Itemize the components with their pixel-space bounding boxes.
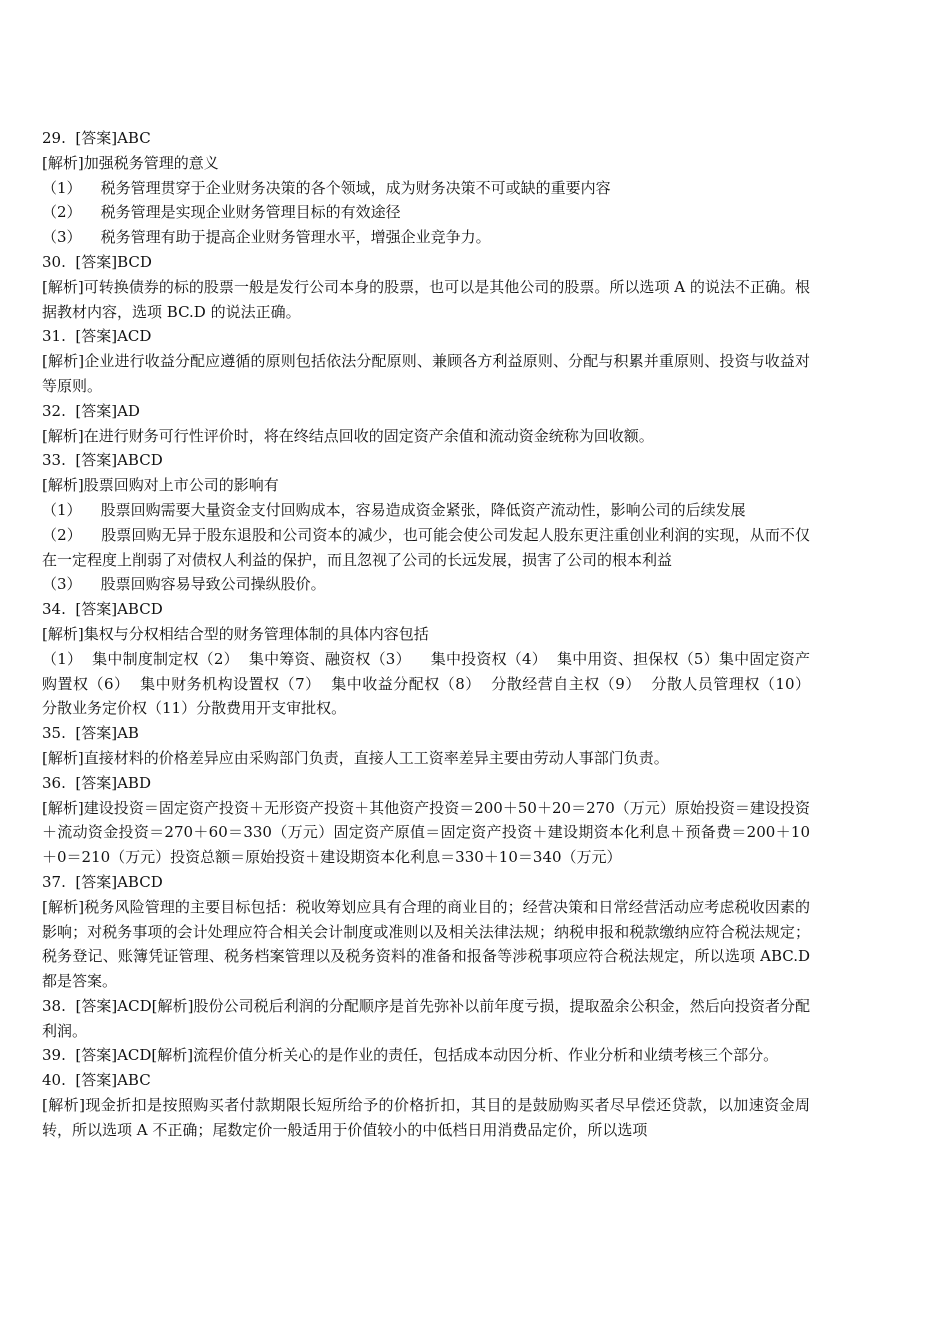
list-item: （3） 股票回购容易导致公司操纵股价。 <box>42 575 326 594</box>
explanation-line: [解析]集权与分权相结合型的财务管理体制的具体内容包括 <box>42 624 429 643</box>
explanation-paragraph: [解析]税务风险管理的主要目标包括：税收筹划应具有合理的商业目的；经营决策和日常经营活动应考虑税收因素的影响；对税务事项的会计处理应符合相关会计制度或准则以及相关法律法规；纳税申报和税款缴纳应符合税法规定；税务登记、账簿凭证管理、税务档案管理以及税务资料的准备和报备等涉税事项应符合税法规定，所以选项 ABC.D 都是答案。 <box>42 897 815 991</box>
answer-heading-35: 35. [答案]AB <box>42 724 139 743</box>
list-item: （3） 税务管理有助于提高企业财务管理水平，增强企业竞争力。 <box>42 228 491 247</box>
answer-heading-29: 29. [答案]ABC <box>42 129 151 147</box>
list-item: （1） 股票回购需要大量资金支付回购成本，容易造成资金紧张，降低资产流动性，影响公司的后续发展 <box>42 500 746 519</box>
answer-heading-36: 36. [答案]ABD <box>42 773 151 792</box>
answer-heading-37: 37. [答案]ABCD <box>42 872 163 891</box>
explanation-paragraph: [解析]建设投资＝固定资产投资＋无形资产投资＋其他资产投资＝200＋50＋20＝270（万元）原始投资＝建设投资＋流动资金投资＝270＋60＝330（万元）固定资产原值＝固定资产投资＋建设期资本化利息＋预备费＝200＋10＋0＝210（万元）投资总额＝原始投资＋建设期资本化利息＝330＋10＝340（万元） <box>42 798 810 867</box>
answer-heading-40: 40. [答案]ABC <box>42 1071 151 1090</box>
explanation-line: [解析]加强税务管理的意义 <box>42 153 219 172</box>
explanation-paragraph: [解析]在进行财务可行性评价时，将在终结点回收的固定资产余值和流动资金统称为回收额。 <box>42 426 654 445</box>
explanation-paragraph: [解析]可转换债券的标的股票一般是发行公司本身的股票，也可以是其他公司的股票。所以选项 A 的说法不正确。根据教材内容，选项 BC.D 的说法正确。 <box>42 277 810 321</box>
answer-heading-39: 39. [答案]ACD[解析]流程价值分析关心的是作业的责任，包括成本动因分析、作业分析和业绩考核三个部分。 <box>42 1046 779 1065</box>
list-item: （2） 税务管理是实现企业财务管理目标的有效途径 <box>42 203 401 222</box>
document-body <box>42 126 830 1143</box>
answer-heading-33: 33. [答案]ABCD <box>42 451 163 470</box>
list-item: （2） 股票回购无异于股东退股和公司资本的减少，也可能会使公司发起人股东更注重创业利润的实现，从而不仅在一定程度上削弱了对债权人利益的保护，而且忽视了公司的长远发展，损害了公司的根本利益 <box>42 525 810 569</box>
answer-heading-30: 30. [答案]BCD <box>42 252 152 271</box>
explanation-line: [解析]股票回购对上市公司的影响有 <box>42 476 279 495</box>
answer-heading-34: 34. [答案]ABCD <box>42 600 163 619</box>
explanation-paragraph: [解析]现金折扣是按照购买者付款期限长短所给予的价格折扣，其目的是鼓励购买者尽早偿还贷款，以加速资金周转，所以选项 A 不正确；尾数定价一般适用于价值较小的中低档日用消费品定价，所以选项 <box>42 1096 810 1139</box>
explanation-paragraph: [解析]直接材料的价格差异应由采购部门负责，直接人工工资率差异主要由劳动人事部门负责。 <box>42 748 669 767</box>
answer-heading-31: 31. [答案]ACD <box>42 327 152 346</box>
answer-heading-32: 32. [答案]AD <box>42 401 140 420</box>
explanation-paragraph: [解析]企业进行收益分配应遵循的原则包括依法分配原则、兼顾各方利益原则、分配与积累并重原则、投资与收益对等原则。 <box>42 352 810 395</box>
list-paragraph: （1） 集中制度制定权（2） 集中筹资、融资权（3） 集中投资权（4） 集中用资、担保权（5）集中固定资产购置权（6） 集中财务机构设置权（7） 集中收益分配权（8） 分散经营自主权（9） 分散人员管理权（10） 分散业务定价权（11）分散费用开支审批权。 <box>42 649 830 718</box>
answer-heading-38: 38. [答案]ACD[解析]股份公司税后利润的分配顺序是首先弥补以前年度亏损，提取盈余公积金，然后向投资者分配利润。 <box>42 996 810 1040</box>
list-item: （1） 税务管理贯穿于企业财务决策的各个领域，成为财务决策不可或缺的重要内容 <box>42 178 611 197</box>
